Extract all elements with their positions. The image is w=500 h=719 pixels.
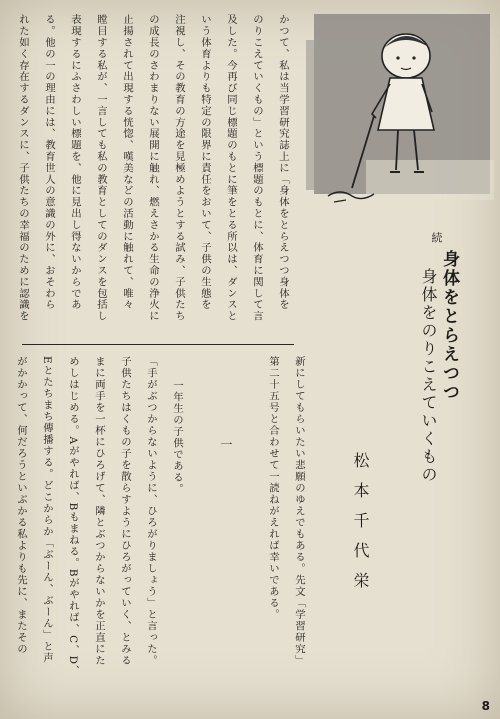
upper-column: 及した。今再び同じ標題のもとに筆をとる所以は、ダンスと xyxy=(225,14,237,322)
upper-column: 注視し、その教育の方途を見極めようとする試み、子供たち xyxy=(173,14,185,322)
upper-column: のりこえていくもの」という標題のもとに、体育に関して言 xyxy=(251,14,263,322)
section-number: 一 xyxy=(219,438,233,452)
upper-column: る。他の一の理由には、教育世人の意識の外に、おそわら xyxy=(43,14,55,311)
article-title-line2: 身体をのりこえていくもの xyxy=(419,268,438,484)
lower-column: 一年生の子供である。 xyxy=(171,380,183,495)
lower-column: まに両手を一杯にひろげて、隣とぶつからないかを正直にた xyxy=(93,356,105,667)
upper-column: の成長のさわまりない展開に触れ、燃えさかる生命の浄火に xyxy=(147,14,159,322)
lower-column: 子供たちはくもの子を散らすようにひろがっていく、とみる xyxy=(119,356,131,667)
upper-column: 表現するにふさわしい標題を、他に見出し得ないからであ xyxy=(69,14,81,311)
upper-column: かつて、私は当学習研究誌上に「身体をとらえつつ身体を xyxy=(277,14,289,311)
upper-column: いう体育よりも特定の限界に責任をおいて、子供の生態を xyxy=(199,14,211,311)
lower-column: 新にしてもらいたい悲願のゆえでもある。先文「学習研究」 xyxy=(293,356,305,667)
lower-column: がかかって、何だろうといぶかる私よりも先に、またその xyxy=(15,356,27,655)
section-divider xyxy=(22,344,294,345)
lower-column: めしはじめる。Aがやれば、Bもまねる。Bがやれば、C、D、 xyxy=(67,356,79,677)
author-name: 松本千代栄 xyxy=(351,452,370,602)
child-illustration xyxy=(306,10,494,206)
lower-column: 第二十五号と合わせて一読ねがえれば幸いである。 xyxy=(267,356,279,621)
article-title-line1: 身体をとらえつつ xyxy=(439,250,459,402)
lower-column: 「手がぶつからないように、ひろがりましょう」と言った。 xyxy=(145,356,157,667)
lower-column: Eとたちまち傳播する。どこからか「ぶーん、ぶーん」と声 xyxy=(41,356,53,664)
page-number: 8 xyxy=(481,699,490,713)
upper-column: れた如く存在するダンスに、子供たちの幸福のために認識を xyxy=(17,14,29,322)
upper-column: 止揚されて出現する恍惚、嘆美などの活動に触れて、唯々 xyxy=(121,14,133,311)
upper-column: 瞠目する私が、一言しても私の教育としてのダンスを包括し xyxy=(95,14,107,322)
series-mark: 続 xyxy=(430,232,443,244)
